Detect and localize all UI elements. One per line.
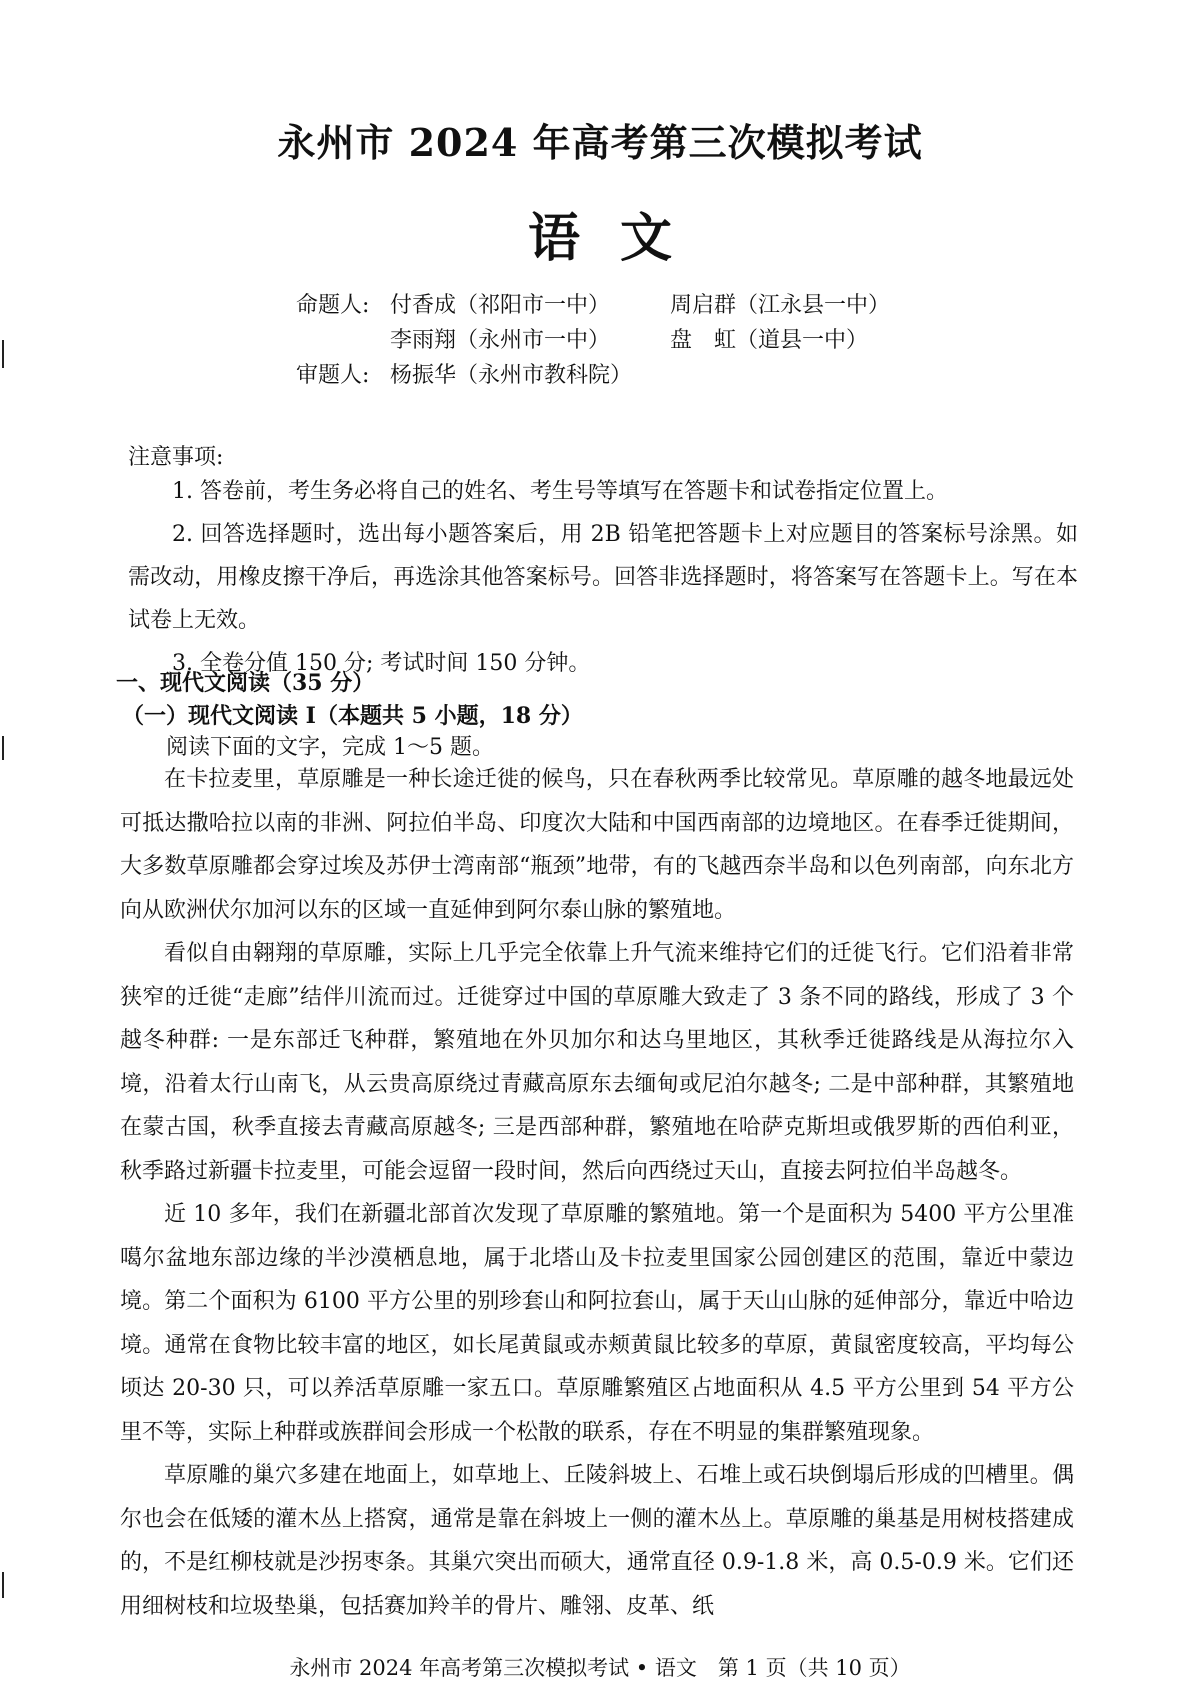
reading-instruction: 阅读下面的文字，完成 1～5 题。 [166,735,494,760]
notice-item: 3. 全卷分值 150 分; 考试时间 150 分钟。 [172,651,591,676]
notice-title: 注意事项: [128,445,224,470]
reviewer-name: 杨振华（永州市教科院） [390,363,633,388]
exam-title: 永州市 2024 年高考第三次模拟考试 [277,120,923,165]
notice-item: 2. 回答选择题时，选出每小题答案后，用 2B 铅笔把答题卡上对应题目的答案标号涂黑。如需改动，用橡皮擦干净后，再选涂其他答案标号。回答非选择题时，将答案写在答题卡上。写在本试卷上无效。 [128,522,1078,633]
page-footer: 永州市 2024 年高考第三次模拟考试 • 语文 第 1 页（共 10 页） [289,1656,911,1680]
reading-passage [120,758,1074,1628]
passage-paragraph: 在卡拉麦里，草原雕是一种长途迁徙的候鸟，只在春秋两季比较常见。草原雕的越冬地最远处可抵达撒哈拉以南的非洲、阿拉伯半岛、印度次大陆和中国西南部的边境地区。在春季迁徙期间，大多数草原雕都会穿过埃及苏伊士湾南部“瓶颈”地带，有的飞越西奈半岛和以色列南部，向东北方向从欧洲伏尔加河以东的区域一直延伸到阿尔泰山脉的繁殖地。 [120,767,1074,923]
authors-block [296,288,890,393]
passage-paragraph: 近 10 多年，我们在新疆北部首次发现了草原雕的繁殖地。第一个是面积为 5400 平方公里准噶尔盆地东部边缘的半沙漠栖息地，属于北塔山及卡拉麦里国家公园创建区的范围，靠近中蒙边境。第二个面积为 6100 平方公里的别珍套山和阿拉套山，属于天山山脉的延伸部分，靠近中哈边境。通常在食物比较丰富的地区，如长尾黄鼠或赤颊黄鼠比较多的草原，黄鼠密度较高，平均每公顷达 20-30 只，可以养活草原雕一家五口。草原雕繁殖区占地面积从 4.5 平方公里到 54 平方公里不等，实际上种群或族群间会形成一个松散的联系，存在不明显的集群繁殖现象。 [120,1202,1074,1445]
proposer-name: 盘 虹（道县一中） [670,328,869,353]
scan-edge-mark [2,340,4,368]
scan-edge-mark [2,736,4,760]
reviewer-label: 审题人: [296,363,370,388]
proposer-name: 付香成（祁阳市一中） [390,293,611,318]
scan-edge-mark [2,1572,4,1598]
authors-row [296,323,890,358]
proposer-name: 周启群（江永县一中） [670,293,891,318]
notice-list [128,470,1078,685]
section-heading: 一、现代文阅读（35 分） [116,670,375,696]
notice-item: 1. 答卷前，考生务必将自己的姓名、考生号等填写在答题卡和试卷指定位置上。 [172,479,948,504]
proposers-label: 命题人: [296,293,370,318]
section-subheading: （一）现代文阅读 I（本题共 5 小题，18 分） [122,703,583,729]
authors-row [296,358,890,393]
authors-row [296,288,890,323]
subject-title: 语文 [527,208,712,269]
passage-paragraph: 草原雕的巢穴多建在地面上，如草地上、丘陵斜坡上、石堆上或石块倒塌后形成的凹槽里。偶尔也会在低矮的灌木丛上搭窝，通常是靠在斜坡上一侧的灌木丛上。草原雕的巢基是用树枝搭建成的，不是红柳枝就是沙拐枣条。其巢穴突出而硕大，通常直径 0.9-1.8 米，高 0.5-0.9 米。它们还用细树枝和垃圾垫巢，包括赛加羚羊的骨片、雕翎、皮革、纸 [120,1463,1074,1619]
proposer-name: 李雨翔（永州市一中） [390,328,611,353]
passage-paragraph: 看似自由翱翔的草原雕，实际上几乎完全依靠上升气流来维持它们的迁徙飞行。它们沿着非常狭窄的迁徙“走廊”结伴川流而过。迁徙穿过中国的草原雕大致走了 3 条不同的路线，形成了 3 个越冬种群: 一是东部迁飞种群，繁殖地在外贝加尔和达乌里地区，其秋季迁徙路线是从海拉尔入境，沿着太行山南飞，从云贵高原绕过青藏高原东去缅甸或尼泊尔越冬; 二是中部种群，其繁殖地在蒙古国，秋季直接去青藏高原越冬; 三是西部种群，繁殖地在哈萨克斯坦或俄罗斯的西伯利亚，秋季路过新疆卡拉麦里，可能会逗留一段时间，然后向西绕过天山，直接去阿拉伯半岛越冬。 [120,941,1074,1184]
